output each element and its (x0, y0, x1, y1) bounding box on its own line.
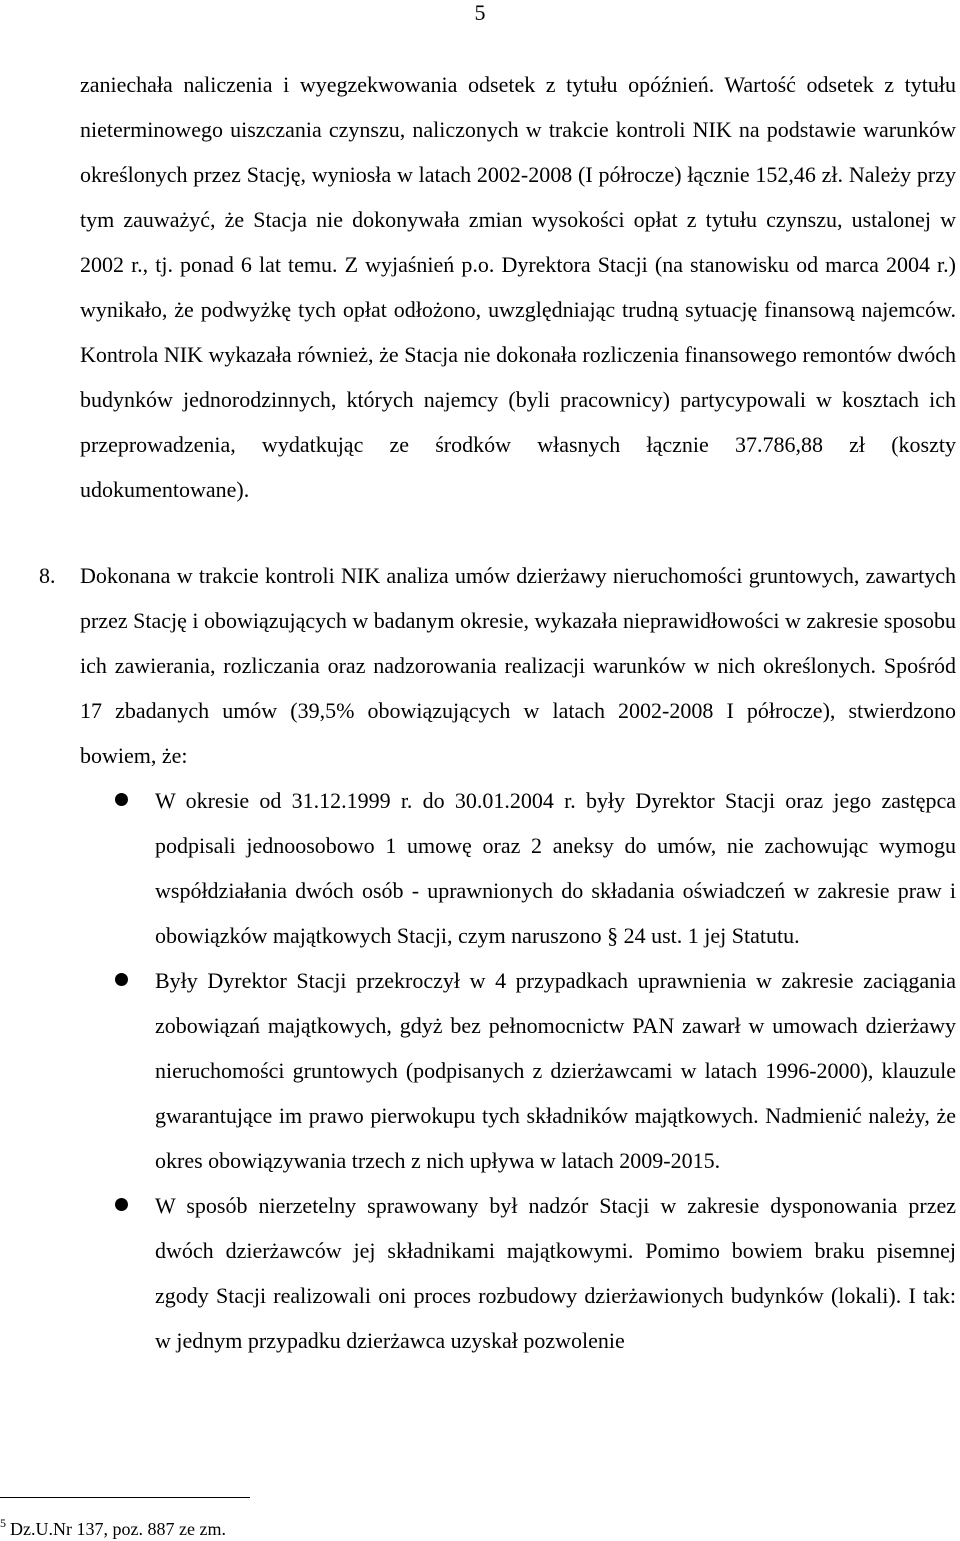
footnote-divider (0, 1497, 250, 1498)
footnote-marker: 5 (0, 1516, 6, 1530)
bullet-list (110, 778, 956, 1363)
bullet-icon (115, 973, 128, 986)
bullet-icon (115, 1198, 128, 1211)
bullet-text: W okresie od 31.12.1999 r. do 30.01.2004 r. były Dyrektor Stacji oraz jego zastępca podpisali jednoosobowo 1 umowę oraz 2 aneksy do umów, nie zachowując wymogu współdziałania dwóch osób - uprawnionych do składania oświadczeń w zakresie praw i obowiązków majątkowych Stacji, czym naruszono § 24 ust. 1 jej Statutu. (155, 788, 956, 948)
footnote (0, 1511, 226, 1541)
bullet-icon (115, 793, 128, 806)
bullet-item (110, 778, 956, 958)
bullet-text: W sposób nierzetelny sprawowany był nadzór Stacji w zakresie dysponowania przez dwóch dzierżawców jej składnikami majątkowymi. Pomimo bowiem braku pisemnej zgody Stacji realizowali oni proces rozbudowy dzierżawionych budynków (lokali). I tak: w jednym przypadku dzierżawca uzyskał pozwolenie (155, 1193, 956, 1353)
item-number: 8. (39, 563, 56, 588)
bullet-item (110, 958, 956, 1183)
bullet-text: Były Dyrektor Stacji przekroczył w 4 przypadkach uprawnienia w zakresie zaciągania zobowiązań majątkowych, gdyż bez pełnomocnictw PAN zawarł w umowach dzierżawy nieruchomości gruntowych (podpisanych z dzierżawcami w latach 1996-2000), klauzule gwarantujące im prawo pierwokupu tych składników majątkowych. Nadmienić należy, że okres obowiązywania trzech z nich upływa w latach 2009-2015. (155, 968, 956, 1173)
footnote-text: Dz.U.Nr 137, poz. 887 ze zm. (10, 1519, 226, 1539)
intro-paragraph: zaniechała naliczenia i wyegzekwowania odsetek z tytułu opóźnień. Wartość odsetek z tytułu nieterminowego uiszczania czynszu, naliczonych w trakcie kontroli NIK na podstawie warunków określonych przez Stację, wyniosła w latach 2002-2008 (I półrocze) łącznie 152,46 zł. Należy przy tym zauważyć, że Stacja nie dokonywała zmian wysokości opłat z tytułu czynszu, ustalonej w 2002 r., tj. ponad 6 lat temu. Z wyjaśnień p.o. Dyrektora Stacji (na stanowisku od marca 2004 r.) wynikało, że podwyżkę tych opłat odłożono, uwzględniając trudną sytuację finansową najemców. Kontrola NIK wykazała również, że Stacja nie dokonała rozliczenia finansowego remontów dwóch budynków jednorodzinnych, których najemcy (byli pracownicy) partycypowali w kosztach ich przeprowadzenia, wydatkując ze środków własnych łącznie 37.786,88 zł (koszty udokumentowane). (80, 72, 956, 502)
page-number: 5 (474, 0, 486, 25)
bullet-item (110, 1183, 956, 1363)
item-8-text: Dokonana w trakcie kontroli NIK analiza umów dzierżawy nieruchomości gruntowych, zawartych przez Stację i obowiązujących w badanym okresie, wykazała nieprawidłowości w zakresie sposobu ich zawierania, rozliczania oraz nadzorowania realizacji warunków w nich określonych. Spośród 17 zbadanych umów (39,5% obowiązujących w latach 2002-2008 I półrocze), stwierdzono bowiem, że: (80, 563, 957, 768)
